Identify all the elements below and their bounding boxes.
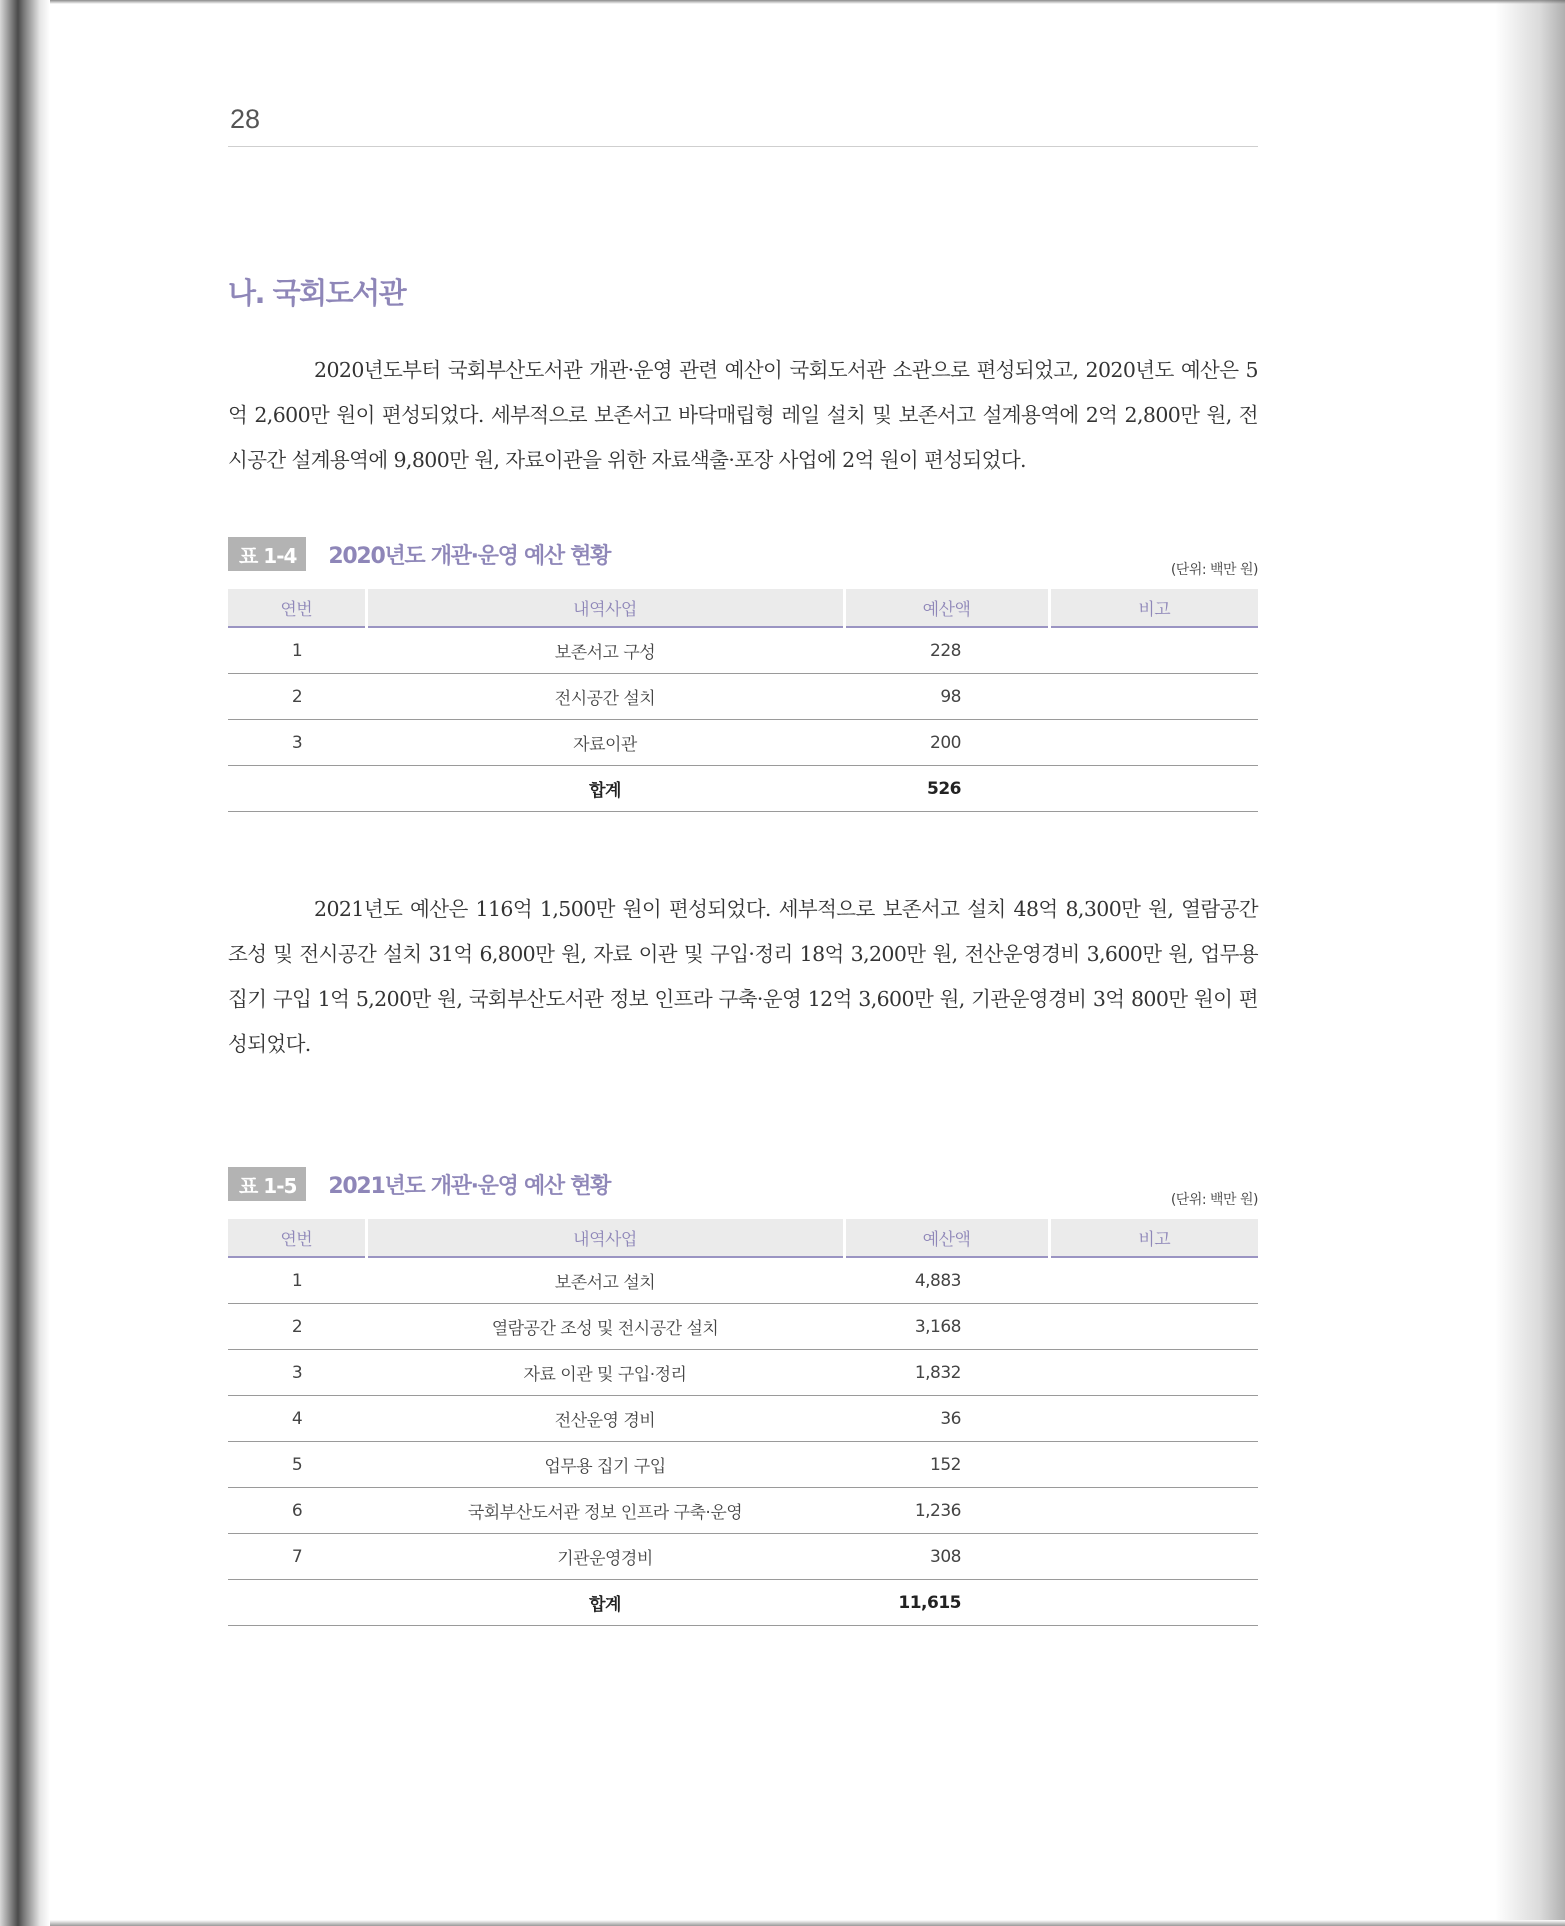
cell-no: 3 [228, 720, 366, 766]
table-row [228, 1488, 1258, 1534]
column-header-amount: 예산액 [844, 1219, 1049, 1257]
cell-item: 기관운영경비 [366, 1534, 844, 1580]
header-divider [228, 146, 1258, 147]
cell-amount: 200 [844, 720, 1049, 766]
total-label: 합계 [366, 766, 844, 812]
table-1-4-tag: 표 1-4 [228, 537, 306, 571]
column-header-no: 연번 [228, 589, 366, 627]
page-bottom-edge [50, 1920, 1565, 1926]
column-header-note: 비고 [1049, 1219, 1258, 1257]
table-1-4-title: 2020년도 개관·운영 예산 현황 [328, 543, 611, 569]
cell-note [1049, 1488, 1258, 1534]
cell-note [1049, 1580, 1258, 1626]
cell-note [1049, 1442, 1258, 1488]
cell-item: 자료이관 [366, 720, 844, 766]
cell-amount: 36 [844, 1396, 1049, 1442]
table-total-row [228, 1580, 1258, 1626]
cell-item: 전산운영 경비 [366, 1396, 844, 1442]
table-1-4-unit: (단위: 백만 원) [1170, 562, 1258, 578]
cell-no: 6 [228, 1488, 366, 1534]
book-spine-shadow [0, 0, 50, 1926]
table-header-row [228, 589, 1258, 627]
table-1-5-unit: (단위: 백만 원) [1170, 1192, 1258, 1208]
table-1-5-tag: 표 1-5 [228, 1167, 306, 1201]
cell-no: 1 [228, 627, 366, 674]
cell-item: 보존서고 설치 [366, 1257, 844, 1304]
cell-item: 전시공간 설치 [366, 674, 844, 720]
cell-note [1049, 720, 1258, 766]
column-header-note: 비고 [1049, 589, 1258, 627]
cell-no: 2 [228, 1304, 366, 1350]
cell-item: 자료 이관 및 구입·정리 [366, 1350, 844, 1396]
cell-amount: 3,168 [844, 1304, 1049, 1350]
table-row [228, 1257, 1258, 1304]
cell-no [228, 766, 366, 812]
cell-note [1049, 1304, 1258, 1350]
table-2021-budget [228, 1219, 1258, 1626]
cell-note [1049, 1257, 1258, 1304]
cell-no: 1 [228, 1257, 366, 1304]
cell-no: 2 [228, 674, 366, 720]
table-row [228, 674, 1258, 720]
cell-item: 국회부산도서관 정보 인프라 구축·운영 [366, 1488, 844, 1534]
cell-no: 5 [228, 1442, 366, 1488]
cell-amount: 1,832 [844, 1350, 1049, 1396]
cell-no: 7 [228, 1534, 366, 1580]
cell-note [1049, 1396, 1258, 1442]
cell-amount: 308 [844, 1534, 1049, 1580]
paragraph-2021-text: 2021년도 예산은 116억 1,500만 원이 편성되었다. 세부적으로 보존서고 설치 48억 8,300만 원, 열람공간 조성 및 전시공간 설치 31억 6,800만 원, 자료 이관 및 구입·정리 18억 3,200만 원, 전산운영경비 3,600만 원, 업무용 집기 구입 1억 5,200만 원, 국회부산도서관 정보 인프라 구축·운영 12억 3,600만 원, 기관운영경비 3억 800만 원이 편성되었다. [228, 897, 1258, 1056]
column-header-amount: 예산액 [844, 589, 1049, 627]
table-row [228, 1442, 1258, 1488]
table-total-row [228, 766, 1258, 812]
cell-amount: 152 [844, 1442, 1049, 1488]
table-row [228, 1350, 1258, 1396]
cell-note [1049, 627, 1258, 674]
table-row [228, 720, 1258, 766]
cell-item: 열람공간 조성 및 전시공간 설치 [366, 1304, 844, 1350]
cell-note [1049, 766, 1258, 812]
table-row [228, 627, 1258, 674]
table-1-4-caption [228, 537, 1258, 579]
cell-no: 4 [228, 1396, 366, 1442]
table-row [228, 1304, 1258, 1350]
column-header-item: 내역사업 [366, 1219, 844, 1257]
cell-amount: 4,883 [844, 1257, 1049, 1304]
total-amount: 11,615 [844, 1580, 1049, 1626]
cell-no [228, 1580, 366, 1626]
table-1-5-title: 2021년도 개관·운영 예산 현황 [328, 1173, 611, 1199]
cell-note [1049, 1350, 1258, 1396]
page-number: 28 [230, 104, 261, 134]
page-top-edge [50, 0, 1565, 4]
cell-note [1049, 674, 1258, 720]
cell-item: 보존서고 구성 [366, 627, 844, 674]
cell-amount: 228 [844, 627, 1049, 674]
column-header-no: 연번 [228, 1219, 366, 1257]
section-heading: 나. 국회도서관 [228, 276, 406, 310]
paragraph-2021-budget [228, 887, 1258, 1067]
paragraph-2020-budget [228, 348, 1258, 483]
column-header-item: 내역사업 [366, 589, 844, 627]
page-right-shadow [1495, 0, 1565, 1926]
total-amount: 526 [844, 766, 1049, 812]
paragraph-2020-text: 2020년도부터 국회부산도서관 개관·운영 관련 예산이 국회도서관 소관으로 편성되었고, 2020년도 예산은 5억 2,600만 원이 편성되었다. 세부적으로 보존서고 바닥매립형 레일 설치 및 보존서고 설계용역에 2억 2,800만 원, 전시공간 설계용역에 9,800만 원, 자료이관을 위한 자료색출·포장 사업에 2억 원이 편성되었다. [228, 358, 1258, 472]
cell-item: 업무용 집기 구입 [366, 1442, 844, 1488]
total-label: 합계 [366, 1580, 844, 1626]
table-row [228, 1534, 1258, 1580]
table-header-row [228, 1219, 1258, 1257]
cell-amount: 1,236 [844, 1488, 1049, 1534]
table-row [228, 1396, 1258, 1442]
cell-note [1049, 1534, 1258, 1580]
document-page [228, 92, 1258, 1626]
table-1-5-caption [228, 1167, 1258, 1209]
table-2020-budget [228, 589, 1258, 812]
cell-no: 3 [228, 1350, 366, 1396]
cell-amount: 98 [844, 674, 1049, 720]
